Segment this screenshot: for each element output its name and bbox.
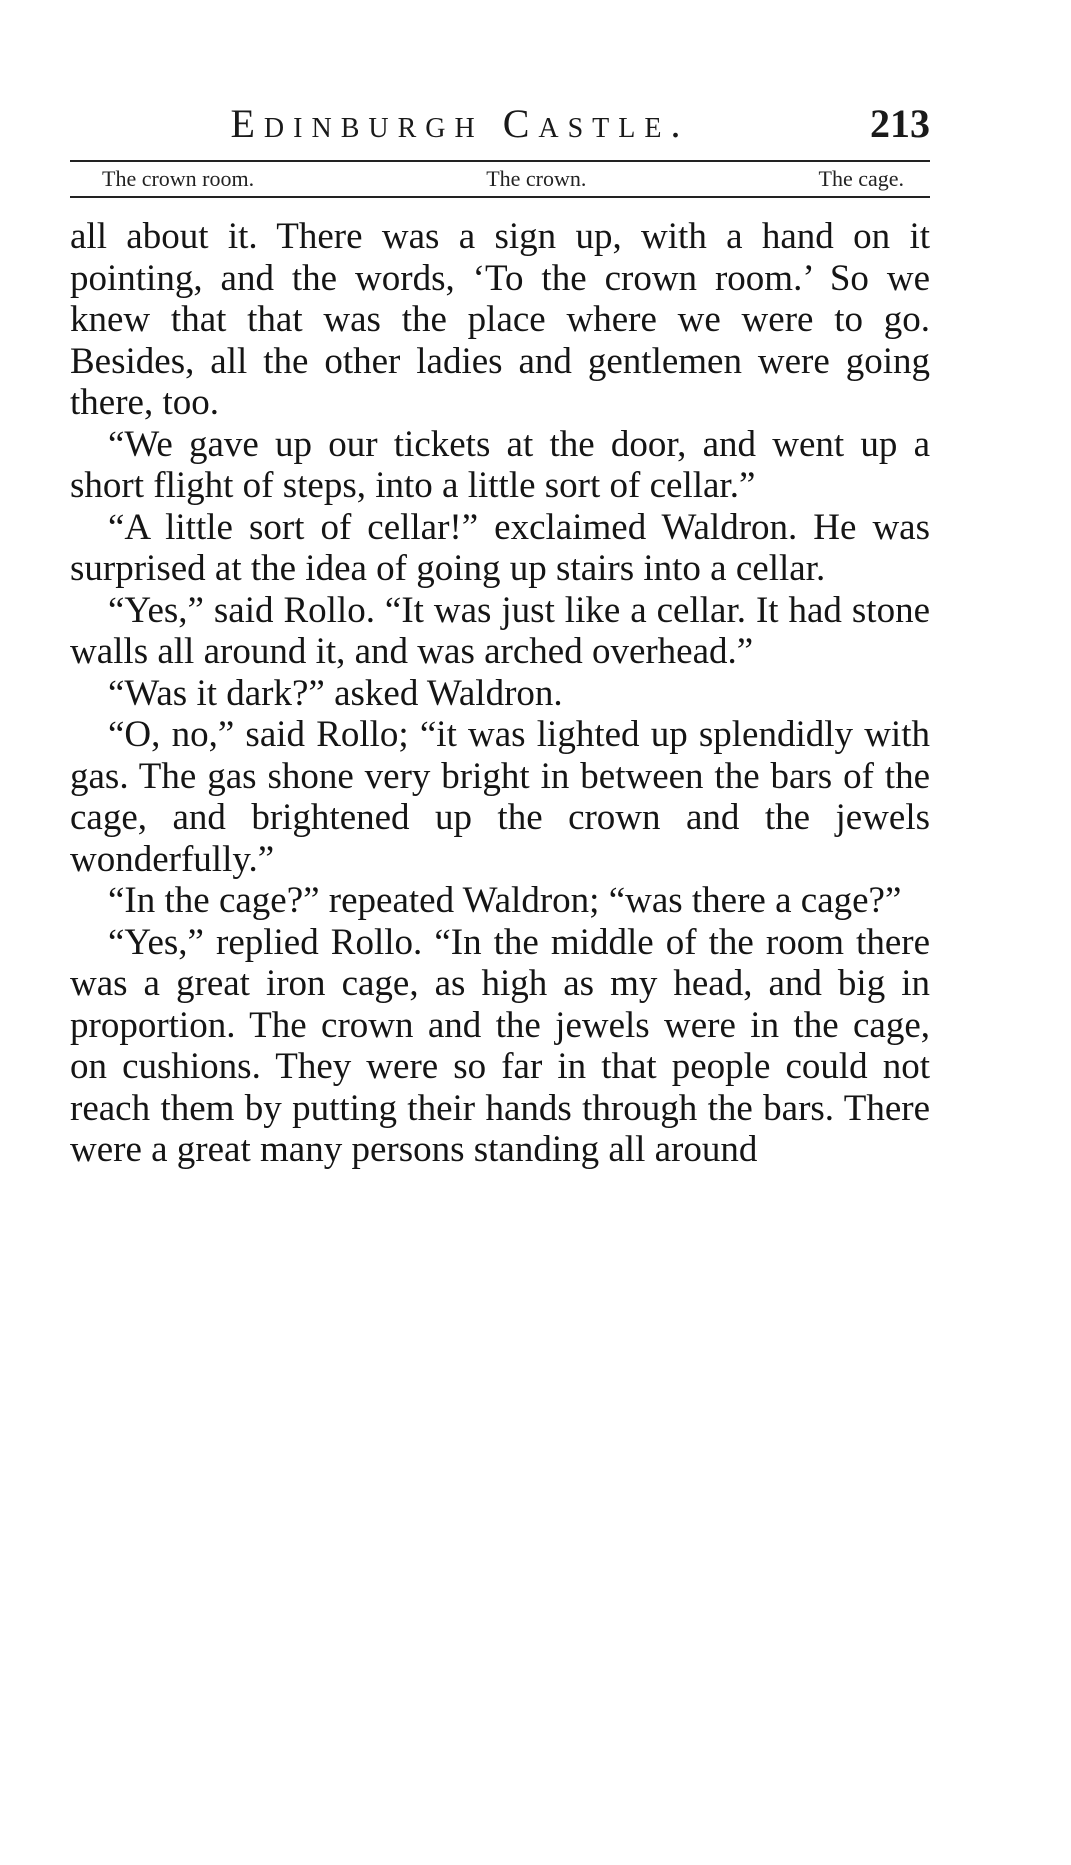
paragraph: “A little sort of cellar!” exclaimed Waldron. He was surprised at the idea of going up stairs into a cellar. [70, 506, 930, 589]
paragraph: “O, no,” said Rollo; “it was lighted up splendidly with gas. The gas shone very bright in between the bars of the cage, and brightened up the crown and the jewels wonderfully.” [70, 714, 930, 880]
header-rule-bottom [70, 196, 930, 198]
paragraph: “In the cage?” repeated Waldron; “was there a cage?” [108, 880, 902, 921]
topic-crown-room: The crown room. [102, 166, 255, 191]
paragraph: “Yes,” said Rollo. “It was just like a cellar. It had stone walls all around it, and was arched overhead.” [70, 589, 930, 672]
paragraph: all about it. There was a sign up, with a hand on it pointing, and the words, ‘To the crown room.’ So we knew that that was the place where we were to go. Besides, all the other ladies and gentlemen were going there, too. [70, 216, 930, 423]
paragraph: “We gave up our tickets at the door, and went up a short flight of steps, into a little sort of cellar.” [70, 423, 930, 506]
page-number: 213 [870, 101, 930, 146]
topic-cage: The cage. [818, 166, 904, 191]
paragraph: “Yes,” replied Rollo. “In the middle of the room there was a great iron cage, as high as my head, and big in proportion. The crown and the jewels were in the cage, on cushions. They were so far in that people could not reach them by putting their hands through the bars. There were a great many persons standing all around [70, 921, 930, 1170]
body-text [70, 216, 930, 1171]
book-page [70, 100, 930, 1171]
topic-line [70, 162, 930, 196]
running-head [70, 100, 930, 160]
running-title: Edinburgh Castle. [230, 101, 690, 146]
topic-crown: The crown. [486, 166, 587, 191]
paragraph: “Was it dark?” asked Waldron. [108, 672, 563, 714]
